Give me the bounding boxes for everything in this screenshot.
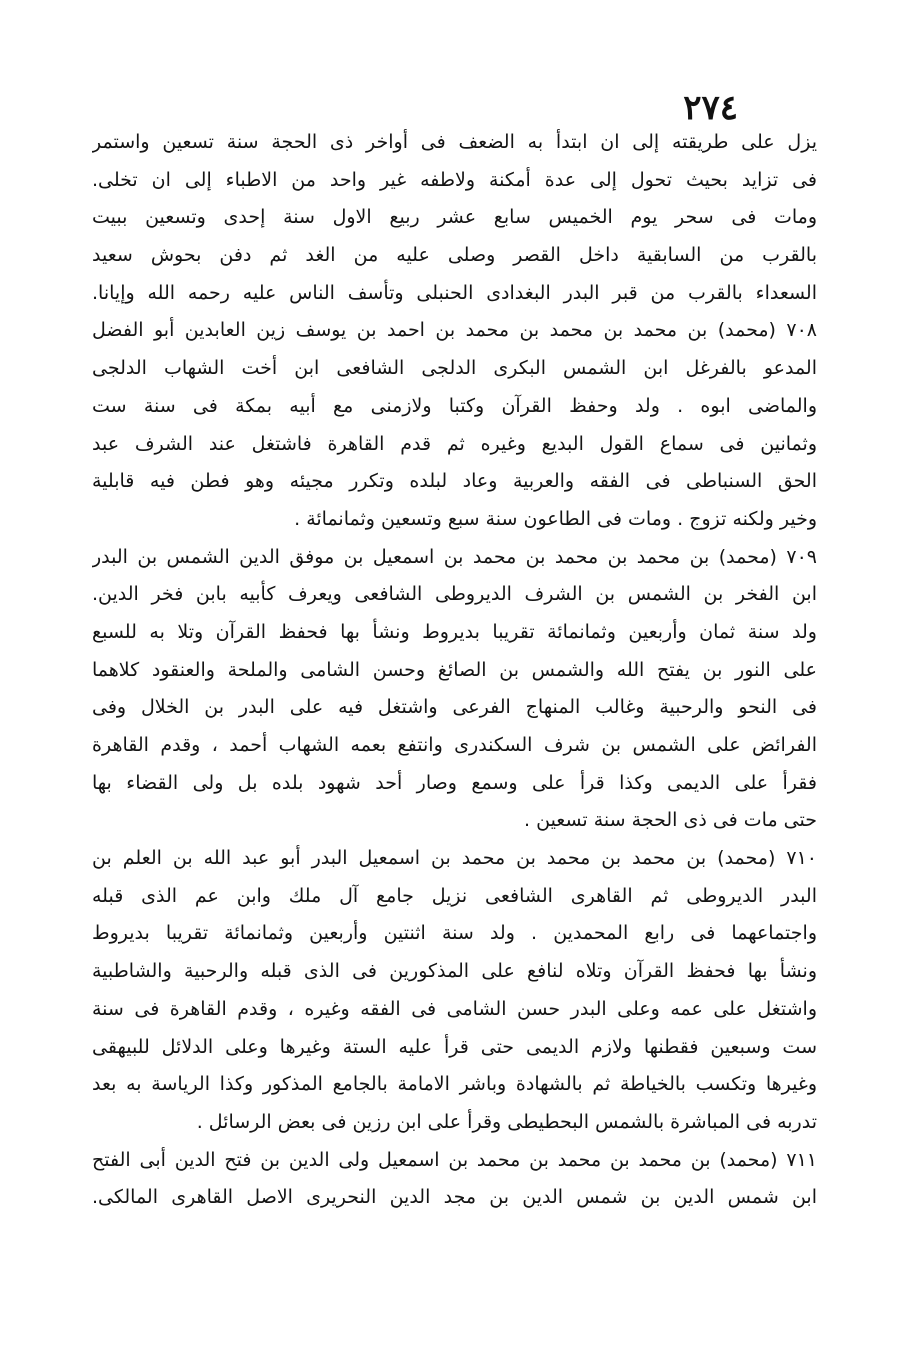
text-line: ونشأ بها فحفظ القرآن وتلاه لنافع على المذكورين فى الذى قبله والرحبية والشاطبية: [92, 960, 817, 983]
page-number: ٢٧٤: [683, 88, 738, 128]
text-line: فقرأ على الديمى وكذا قرأ على وسمع وصار أحد شهود بلده بل ولى القضاء بها: [92, 771, 817, 794]
text-line: ابن الفخر بن الشمس بن الشرف الديروطى الشافعى ويعرف كأبيه بابن فخر الدين.: [92, 583, 817, 606]
text-line: فى تزايد بحيث تحول إلى عدة أمكنة ولاطفه غير واحد من الاطباء إلى ان تخلى.: [92, 168, 817, 191]
text-line: واشتغل على عمه وعلى البدر حسن الشامى فى الفقه وغيره ، وقدم القاهرة فى سنة: [92, 997, 817, 1020]
entry-709-heading-line: ٧٠٩ (محمد) بن محمد بن محمد بن محمد بن اسمعيل بن موفق الدين الشمس بن البدر: [92, 545, 817, 568]
text-line: البدر الديروطى ثم القاهرى الشافعى نزيل جامع آل ملك وابن عم الذى قبله: [92, 884, 817, 907]
text-line: ولد سنة ثمان وأربعين وثمانمائة تقريبا بديروط ونشأ بها فحفظ القرآن وتلا به للسبع: [92, 620, 817, 643]
text-line: ومات فى سحر يوم الخميس سابع عشر ربيع الاول سنة إحدى وتسعين ببيت: [92, 206, 817, 229]
text-line: والماضى ابوه . ولد وحفظ القرآن وكتبا ولازمنى مع أبيه بمكة فى سنة ست: [92, 394, 817, 417]
text-line: المدعو بالفرغل ابن الشمس البكرى الدلجى الشافعى ابن أخت الشهاب الدلجى: [92, 357, 817, 380]
text-line: الحق السنباطى فى الفقه والعربية وعاد لبلده وتكرر مجيئه وهو فطن فيه قابلية: [92, 470, 817, 493]
text-line: الفرائض على الشمس بن شرف السكندرى وانتفع بعمه الشهاب أحمد ، وقدم القاهرة: [92, 734, 817, 756]
text-line: بالقرب من السابقية داخل القصر وصلى عليه من الغد ثم دفن بحوش سعيد: [92, 244, 817, 267]
text-line: وثمانين فى سماع القول البديع وغيره ثم قدم القاهرة فاشتغل عند الشرف عبد: [92, 432, 817, 455]
text-line: تدربه فى المباشرة بالشمس البحطيطى وقرأ على ابن رزين فى بعض الرسائل .: [196, 1110, 817, 1133]
entry-710-heading-line: ٧١٠ (محمد) بن محمد بن محمد بن محمد بن اسمعيل البدر أبو عبد الله بن العلم بن: [92, 847, 817, 870]
text-line: ابن شمس الدين بن شمس الدين بن مجد الدين النحريرى الاصل القاهرى المالكى.: [92, 1186, 817, 1209]
text-line: على النور بن يفتح الله والشمس بن الصائغ وحسن الشامى والملحة والعنقود كلاهما: [92, 658, 817, 681]
entry-711-heading-line: ٧١١ (محمد) بن محمد بن محمد بن محمد بن اسمعيل ولى الدين بن فتح الدين أبى الفتح: [92, 1148, 817, 1171]
text-line: حتى مات فى ذى الحجة سنة تسعين .: [524, 809, 817, 832]
entry-708-heading-line: ٧٠٨ (محمد) بن محمد بن محمد بن محمد بن احمد بن يوسف زين العابدين أبو الفضل: [92, 319, 817, 342]
text-line: وخير ولكنه تزوج . ومات فى الطاعون سنة سبع وتسعين وثمانمائة .: [294, 507, 817, 530]
text-line: السعداء بالقرب من قبر البدر البغدادى الحنبلى وتأسف الناس عليه رحمه الله وإيانا.: [92, 281, 817, 304]
text-line: ست وسبعين فقطنها ولازم الديمى حتى قرأ عليه الستة وغيرها وعلى الدلائل للبيهقى: [92, 1035, 817, 1058]
text-line: فى النحو والرحبية وغالب المنهاج الفرعى واشتغل فيه على البدر بن الخلال وفى: [92, 696, 817, 719]
text-line: واجتماعهما فى رابع المحمدين . ولد سنة اثنتين وأربعين وثمانمائة تقريبا بديروط: [92, 922, 817, 945]
text-line: وغيرها وتكسب بالخياطة ثم بالشهادة وباشر الامامة بالجامع المذكور وكذا الرياسة به بعد: [92, 1073, 817, 1096]
page-body-text: [92, 124, 817, 1217]
text-line: يزل على طريقته إلى ان ابتدأ به الضعف فى أواخر ذى الحجة سنة تسعين واستمر: [92, 131, 817, 153]
